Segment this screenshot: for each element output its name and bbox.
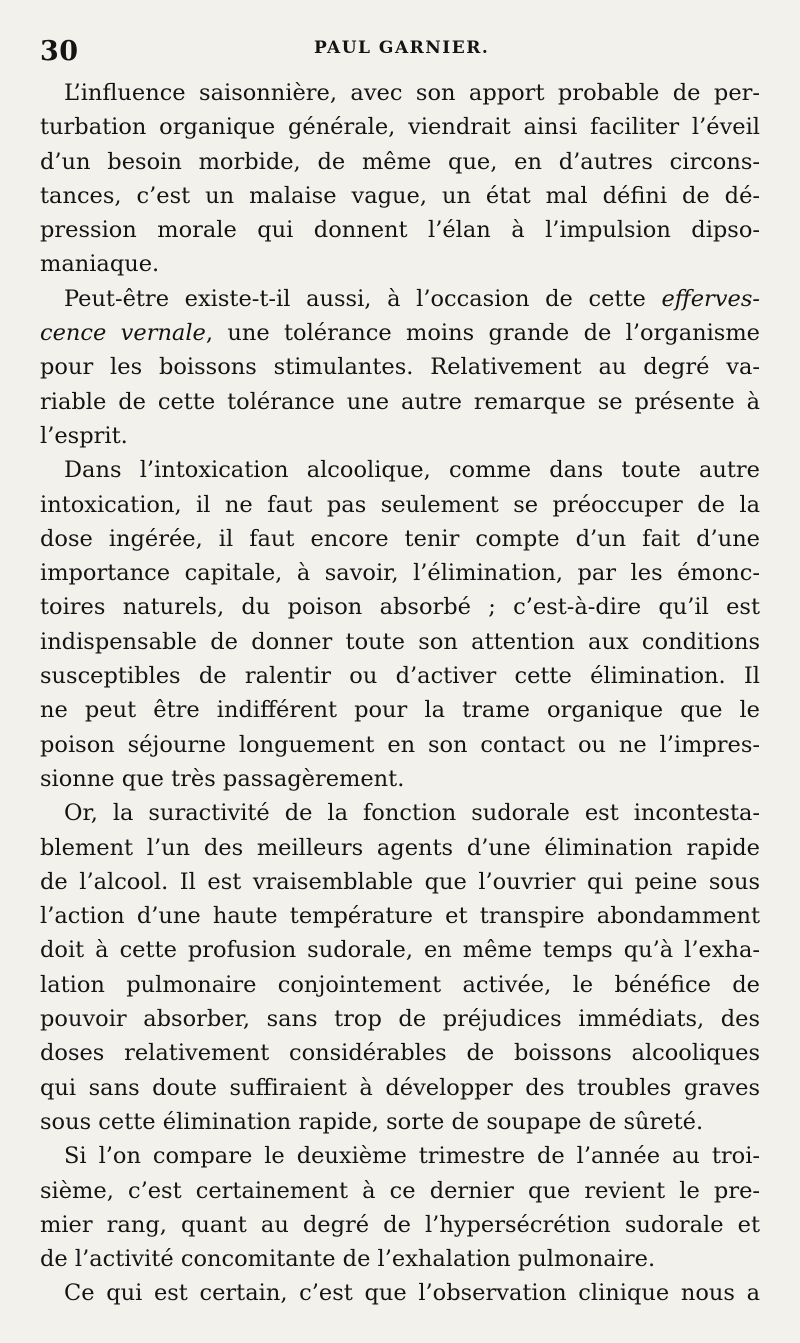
text-line: sous cette élimination rapide, sorte de soupape de sûreté. (40, 1108, 704, 1135)
text-line: Or, la suractivité de la fonction sudorale est incontesta- (64, 800, 760, 827)
text-line: d’un besoin morbide, de même que, en d’autres circons- (40, 148, 760, 175)
text-line: maniaque. (40, 251, 160, 278)
text-line: lation pulmonaire conjointement activée, le bénéfice de (40, 971, 760, 998)
text-line: doit à cette profusion sudorale, en même temps qu’à l’exha- (40, 937, 760, 964)
text-line: ne peut être indifférent pour la trame organique que le (40, 697, 760, 724)
text-line: qui sans doute suffiraient à développer des troubles graves (40, 1074, 760, 1101)
text-line: Si l’on compare le deuxième trimestre de l’année au troi- (64, 1143, 760, 1170)
text-line: pour les boissons stimulantes. Relativement au degré va- (40, 354, 760, 381)
body-text (40, 76, 760, 1311)
text-line: indispensable de donner toute son attention aux conditions (40, 628, 760, 655)
text-line: doses relativement considérables de boissons alcooliques (40, 1040, 760, 1067)
text-line: pouvoir absorber, sans trop de préjudices immédiats, des (40, 1006, 760, 1033)
text-segment: , une tolérance moins grande de l’organisme (205, 320, 760, 347)
paragraph (40, 76, 760, 282)
running-head (40, 36, 760, 72)
text-line: de l’alcool. Il est vraisemblable que l’ouvrier qui peine sous (40, 868, 760, 895)
paragraph (40, 796, 760, 1139)
text-segment: Peut-être existe-t-il aussi, à l’occasion de cette (64, 285, 662, 312)
text-line: dose ingérée, il faut encore tenir compte d’un fait d’une (40, 525, 760, 552)
text-line: l’action d’une haute température et transpire abondamment (40, 903, 760, 930)
text-line (40, 316, 760, 350)
text-line: L’influence saisonnière, avec son apport probable de per- (64, 80, 760, 106)
text-line (40, 282, 760, 316)
text-line: toires naturels, du poison absorbé ; c’est-à-dire qu’il est (40, 594, 760, 621)
page-number: 30 (40, 36, 79, 67)
text-line: sionne que très passagèrement. (40, 765, 405, 792)
paragraph (40, 453, 760, 796)
text-line: riable de cette tolérance une autre remarque se présente à (40, 388, 760, 415)
text-line: mier rang, quant au degré de l’hypersécrétion sudorale et (40, 1211, 760, 1238)
italic-term: efferves- (661, 285, 760, 312)
text-line: susceptibles de ralentir ou d’activer cette élimination. Il (40, 663, 760, 690)
paragraph (40, 1139, 760, 1276)
running-head-author: PAUL GARNIER. (314, 38, 490, 58)
text-line: importance capitale, à savoir, l’élimination, par les émonc- (40, 560, 760, 587)
text-line: l’esprit. (40, 422, 128, 449)
text-line: tances, c’est un malaise vague, un état mal défini de dé- (40, 182, 760, 209)
text-line: turbation organique générale, viendrait ainsi faciliter l’éveil (40, 114, 760, 141)
text-line: intoxication, il ne faut pas seulement se préoccuper de la (40, 491, 760, 518)
text-line: blement l’un des meilleurs agents d’une élimination rapide (40, 834, 760, 861)
paragraph (40, 282, 760, 453)
text-line: pression morale qui donnent l’élan à l’impulsion dipso- (40, 217, 760, 244)
paragraph (40, 1276, 760, 1310)
text-line: Ce qui est certain, c’est que l’observation clinique nous a (64, 1280, 760, 1307)
text-line: Dans l’intoxication alcoolique, comme dans toute autre (64, 457, 760, 484)
text-line: poison séjourne longuement en son contact ou ne l’impres- (40, 731, 760, 758)
text-line: de l’activité concomitante de l’exhalation pulmonaire. (40, 1246, 656, 1273)
italic-term: cence vernale (40, 320, 206, 347)
text-line: sième, c’est certainement à ce dernier que revient le pre- (40, 1177, 760, 1204)
